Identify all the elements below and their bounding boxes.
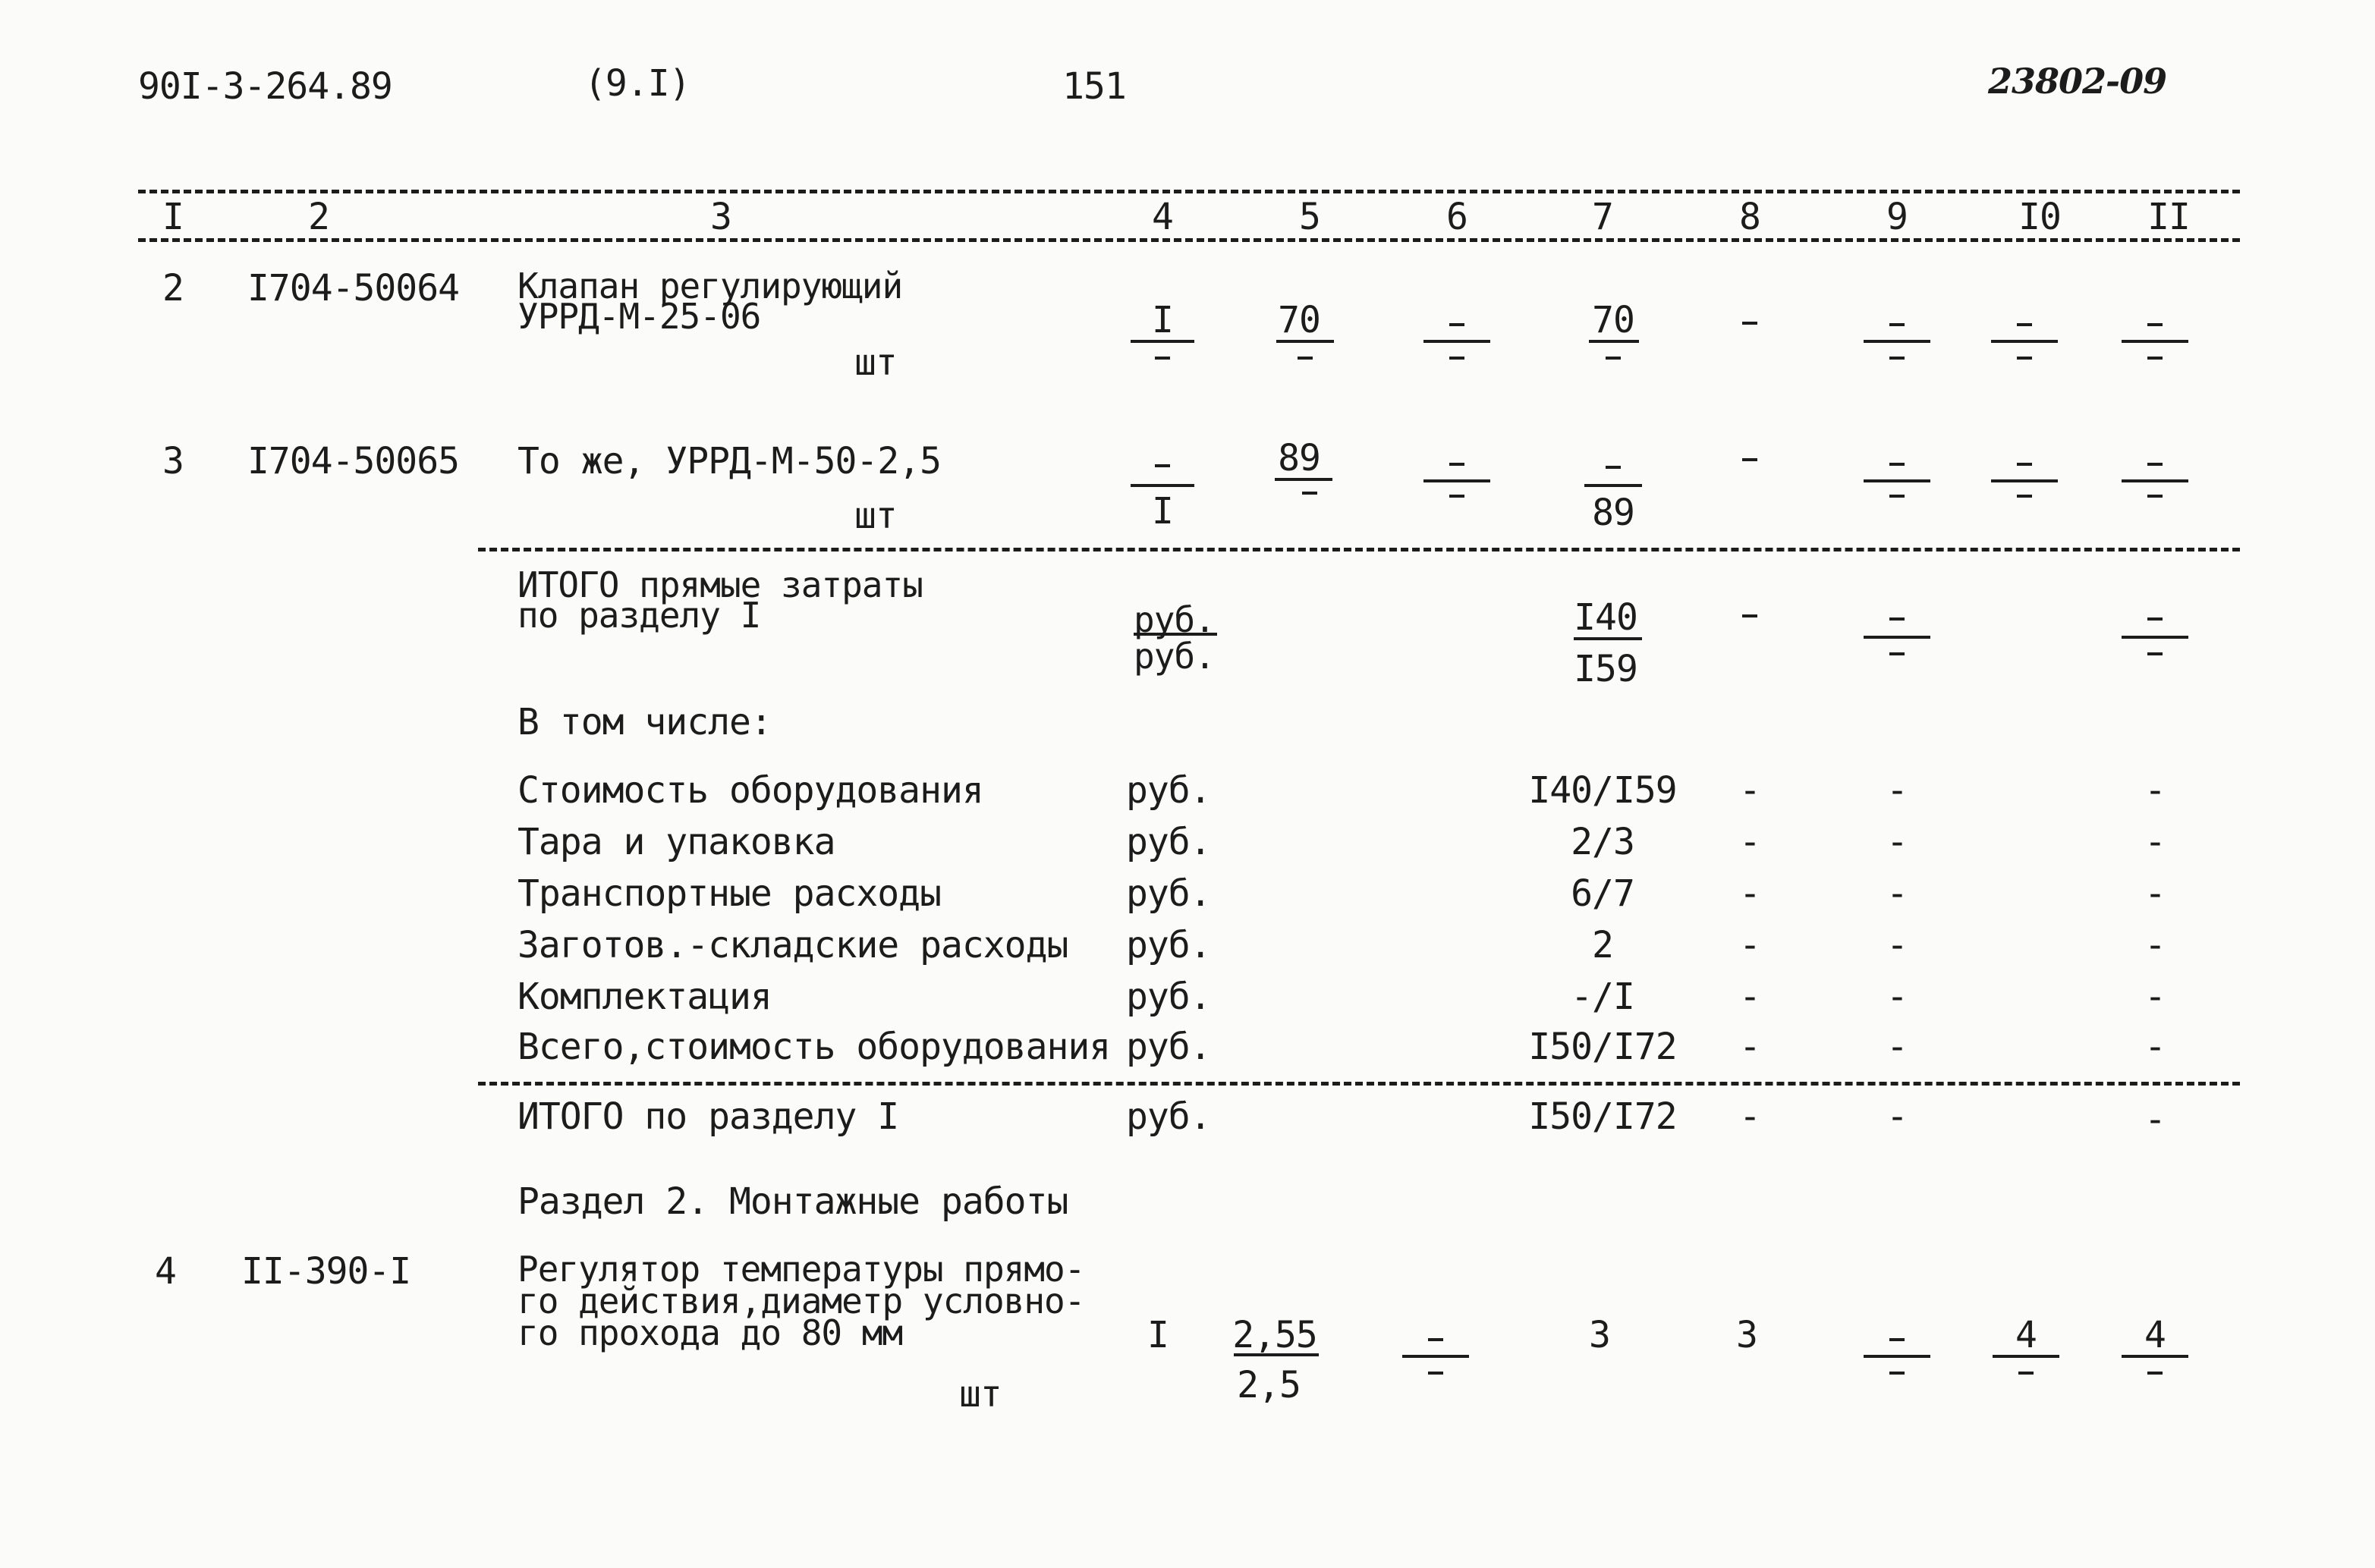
unit-label: шт — [959, 1373, 1002, 1416]
col4-value: I — [1147, 1314, 1169, 1356]
section-total-unit: руб. — [1126, 1095, 1211, 1138]
breakdown-col9: - — [1886, 976, 1908, 1018]
header-top-rule — [138, 190, 2240, 193]
breakdown-col8: - — [1739, 924, 1760, 966]
breakdown-label: Стоимость оборудования — [517, 769, 983, 812]
item-description-line: УРРД-М-25-06 — [517, 296, 761, 337]
col7-value: 3 — [1589, 1314, 1610, 1356]
fraction-bar — [2122, 340, 2188, 343]
item-description-line: Клапан регулирующий — [517, 266, 903, 306]
col4-top: I — [1152, 299, 1173, 341]
subtotal-col9-bottom-dash — [1889, 652, 1905, 655]
breakdown-col8: - — [1739, 872, 1760, 915]
col8-value: 3 — [1736, 1314, 1757, 1356]
subtotal-col11-bottom-dash — [2147, 652, 2163, 655]
page-number: 151 — [1062, 65, 1126, 108]
price-code: I704-50065 — [247, 440, 459, 482]
including-label: В том числе: — [517, 701, 772, 743]
breakdown-col11: - — [2144, 976, 2166, 1018]
col11-top-dash — [2147, 323, 2163, 326]
subtotal-unit-top: руб. — [1134, 599, 1215, 640]
col4-bottom-dash — [1155, 357, 1170, 360]
fraction-bar — [1993, 1355, 2059, 1358]
breakdown-col7: 2 — [1592, 924, 1613, 966]
breakdown-col11: - — [2144, 872, 2166, 915]
col5-top: 89 — [1278, 437, 1320, 479]
col11-bottom-dash — [2147, 1372, 2163, 1375]
subtotal-label-line: по разделу I — [517, 595, 761, 636]
col8-dash — [1742, 458, 1757, 461]
item-description-line: го действия,диаметр условно- — [517, 1280, 1085, 1321]
fraction-bar — [1131, 484, 1194, 487]
fraction-bar — [1584, 484, 1642, 487]
column-header-9: 9 — [1886, 196, 1908, 238]
breakdown-col9: - — [1886, 821, 1908, 863]
col7-top-dash — [1606, 466, 1621, 469]
col6-bottom-dash — [1428, 1372, 1443, 1375]
col8-dash — [1742, 322, 1757, 325]
col5-top: 2,55 — [1232, 1314, 1317, 1356]
unit-label: шт — [854, 495, 897, 537]
section-total-col9: - — [1886, 1095, 1908, 1138]
breakdown-label: Тара и упаковка — [517, 821, 835, 863]
breakdown-unit: руб. — [1126, 924, 1211, 966]
col6-top-dash — [1428, 1338, 1443, 1341]
subtotal-col9-top-dash — [1889, 617, 1905, 621]
section-total-col7: I50/I72 — [1528, 1095, 1677, 1138]
column-header-5: 5 — [1299, 196, 1320, 238]
item-description-line: Регулятор температуры прямо- — [517, 1249, 1085, 1290]
breakdown-col7: -/I — [1571, 976, 1634, 1018]
archive-code: 23802-09 — [1988, 61, 2167, 102]
fraction-bar — [1131, 340, 1194, 343]
col9-top-dash — [1889, 463, 1905, 466]
col5-bottom-dash — [1298, 357, 1313, 360]
col5-bottom: 2,5 — [1237, 1364, 1301, 1406]
col11-bottom-dash — [2147, 357, 2163, 360]
col10-bottom-dash — [2017, 495, 2032, 498]
document-code: 90I-3-264.89 — [138, 65, 392, 108]
col9-top-dash — [1889, 323, 1905, 326]
col11-bottom-dash — [2147, 495, 2163, 498]
breakdown-col9: - — [1886, 872, 1908, 915]
price-code: I704-50064 — [247, 267, 459, 310]
section-title: Раздел 2. Монтажные работы — [517, 1180, 1068, 1223]
row-number: 4 — [155, 1250, 176, 1293]
col4-bottom: I — [1152, 490, 1173, 533]
breakdown-col7: 6/7 — [1571, 872, 1634, 915]
column-header-6: 6 — [1446, 196, 1467, 238]
breakdown-col9: - — [1886, 1026, 1908, 1068]
column-header-11: II — [2147, 196, 2190, 238]
col11-top-dash — [2147, 463, 2163, 466]
fraction-bar — [1991, 479, 2058, 482]
col5-bottom-dash — [1302, 492, 1317, 495]
section-total-col11: - — [2144, 1098, 2166, 1141]
fraction-bar — [1864, 1355, 1930, 1358]
col6-bottom-dash — [1449, 495, 1464, 498]
item-description-line: го прохода до 80 мм — [517, 1312, 903, 1353]
col10-bottom-dash — [2018, 1372, 2034, 1375]
col5-top: 70 — [1278, 299, 1320, 341]
col4-top-dash — [1155, 464, 1170, 467]
column-header-1: I — [162, 196, 184, 238]
row-number: 3 — [162, 440, 184, 482]
fraction-bar — [1234, 1353, 1319, 1356]
fraction-bar — [2122, 1355, 2188, 1358]
column-header-3: 3 — [710, 196, 731, 238]
section-divider-rule — [478, 1082, 2240, 1086]
fraction-bar — [1423, 340, 1490, 343]
subtotal-col7-bottom: I59 — [1574, 648, 1637, 690]
breakdown-col7: I40/I59 — [1528, 769, 1677, 812]
subtotal-unit-bottom: руб. — [1134, 636, 1215, 677]
breakdown-col9: - — [1886, 924, 1908, 966]
col6-top-dash — [1449, 463, 1464, 466]
breakdown-col8: - — [1739, 821, 1760, 863]
col6-top-dash — [1449, 323, 1464, 326]
breakdown-col11: - — [2144, 821, 2166, 863]
breakdown-unit: руб. — [1126, 976, 1211, 1018]
breakdown-label: Заготов.-складские расходы — [517, 924, 1068, 966]
column-header-4: 4 — [1152, 196, 1173, 238]
col9-bottom-dash — [1889, 1372, 1905, 1375]
fraction-bar — [1864, 479, 1930, 482]
breakdown-unit: руб. — [1126, 821, 1211, 863]
col7-bottom-dash — [1606, 357, 1621, 360]
col11-top: 4 — [2144, 1314, 2166, 1356]
breakdown-col11: - — [2144, 1026, 2166, 1068]
fraction-bar — [2122, 479, 2188, 482]
breakdown-col8: - — [1739, 976, 1760, 1018]
fraction-bar — [1864, 636, 1930, 639]
column-header-10: I0 — [2018, 196, 2061, 238]
breakdown-col11: - — [2144, 769, 2166, 812]
header-bottom-rule — [138, 238, 2240, 242]
breakdown-col7: I50/I72 — [1528, 1026, 1677, 1068]
price-code: II-390-I — [241, 1250, 411, 1293]
breakdown-label: Транспортные расходы — [517, 872, 941, 915]
column-header-7: 7 — [1592, 196, 1613, 238]
fraction-bar — [1402, 1355, 1469, 1358]
subtotal-label-line: ИТОГО прямые затраты — [517, 564, 923, 605]
item-description-line: То же, УРРД-М-50-2,5 — [517, 440, 941, 482]
fraction-bar — [1574, 637, 1642, 640]
breakdown-label: Комплектация — [517, 976, 772, 1018]
breakdown-unit: руб. — [1126, 1026, 1211, 1068]
breakdown-col8: - — [1739, 769, 1760, 812]
col7-top: 70 — [1592, 299, 1634, 341]
col9-bottom-dash — [1889, 495, 1905, 498]
subtotal-col8-dash — [1742, 614, 1757, 617]
column-header-2: 2 — [308, 196, 329, 238]
col10-top: 4 — [2015, 1314, 2037, 1356]
fraction-bar — [1423, 479, 1490, 482]
col6-bottom-dash — [1449, 357, 1464, 360]
col10-bottom-dash — [2017, 357, 2032, 360]
fraction-bar — [1864, 340, 1930, 343]
breakdown-unit: руб. — [1126, 769, 1211, 812]
breakdown-col8: - — [1739, 1026, 1760, 1068]
fraction-bar — [1276, 340, 1334, 343]
breakdown-col7: 2/3 — [1571, 821, 1634, 863]
col10-top-dash — [2017, 463, 2032, 466]
col9-top-dash — [1889, 1338, 1905, 1341]
breakdown-col11: - — [2144, 924, 2166, 966]
section-total-col8: - — [1739, 1095, 1760, 1138]
section-total-label: ИТОГО по разделу I — [517, 1095, 899, 1138]
subtotal-col7-top: I40 — [1574, 596, 1637, 639]
column-header-8: 8 — [1739, 196, 1760, 238]
breakdown-unit: руб. — [1126, 872, 1211, 915]
breakdown-label: Всего,стоимость оборудования — [517, 1026, 1111, 1068]
row-number: 2 — [162, 267, 184, 310]
col10-top-dash — [2017, 323, 2032, 326]
breakdown-col9: - — [1886, 769, 1908, 812]
sheet-reference: (9.I) — [584, 62, 690, 105]
col7-bottom: 89 — [1592, 492, 1634, 534]
subtotal-col11-top-dash — [2147, 617, 2163, 621]
unit-label: шт — [854, 341, 897, 384]
fraction-bar — [1275, 478, 1332, 481]
fraction-bar — [1991, 340, 2058, 343]
col9-bottom-dash — [1889, 357, 1905, 360]
fraction-bar — [2122, 636, 2188, 639]
fraction-bar — [1589, 340, 1639, 343]
section-divider-rule — [478, 548, 2240, 551]
